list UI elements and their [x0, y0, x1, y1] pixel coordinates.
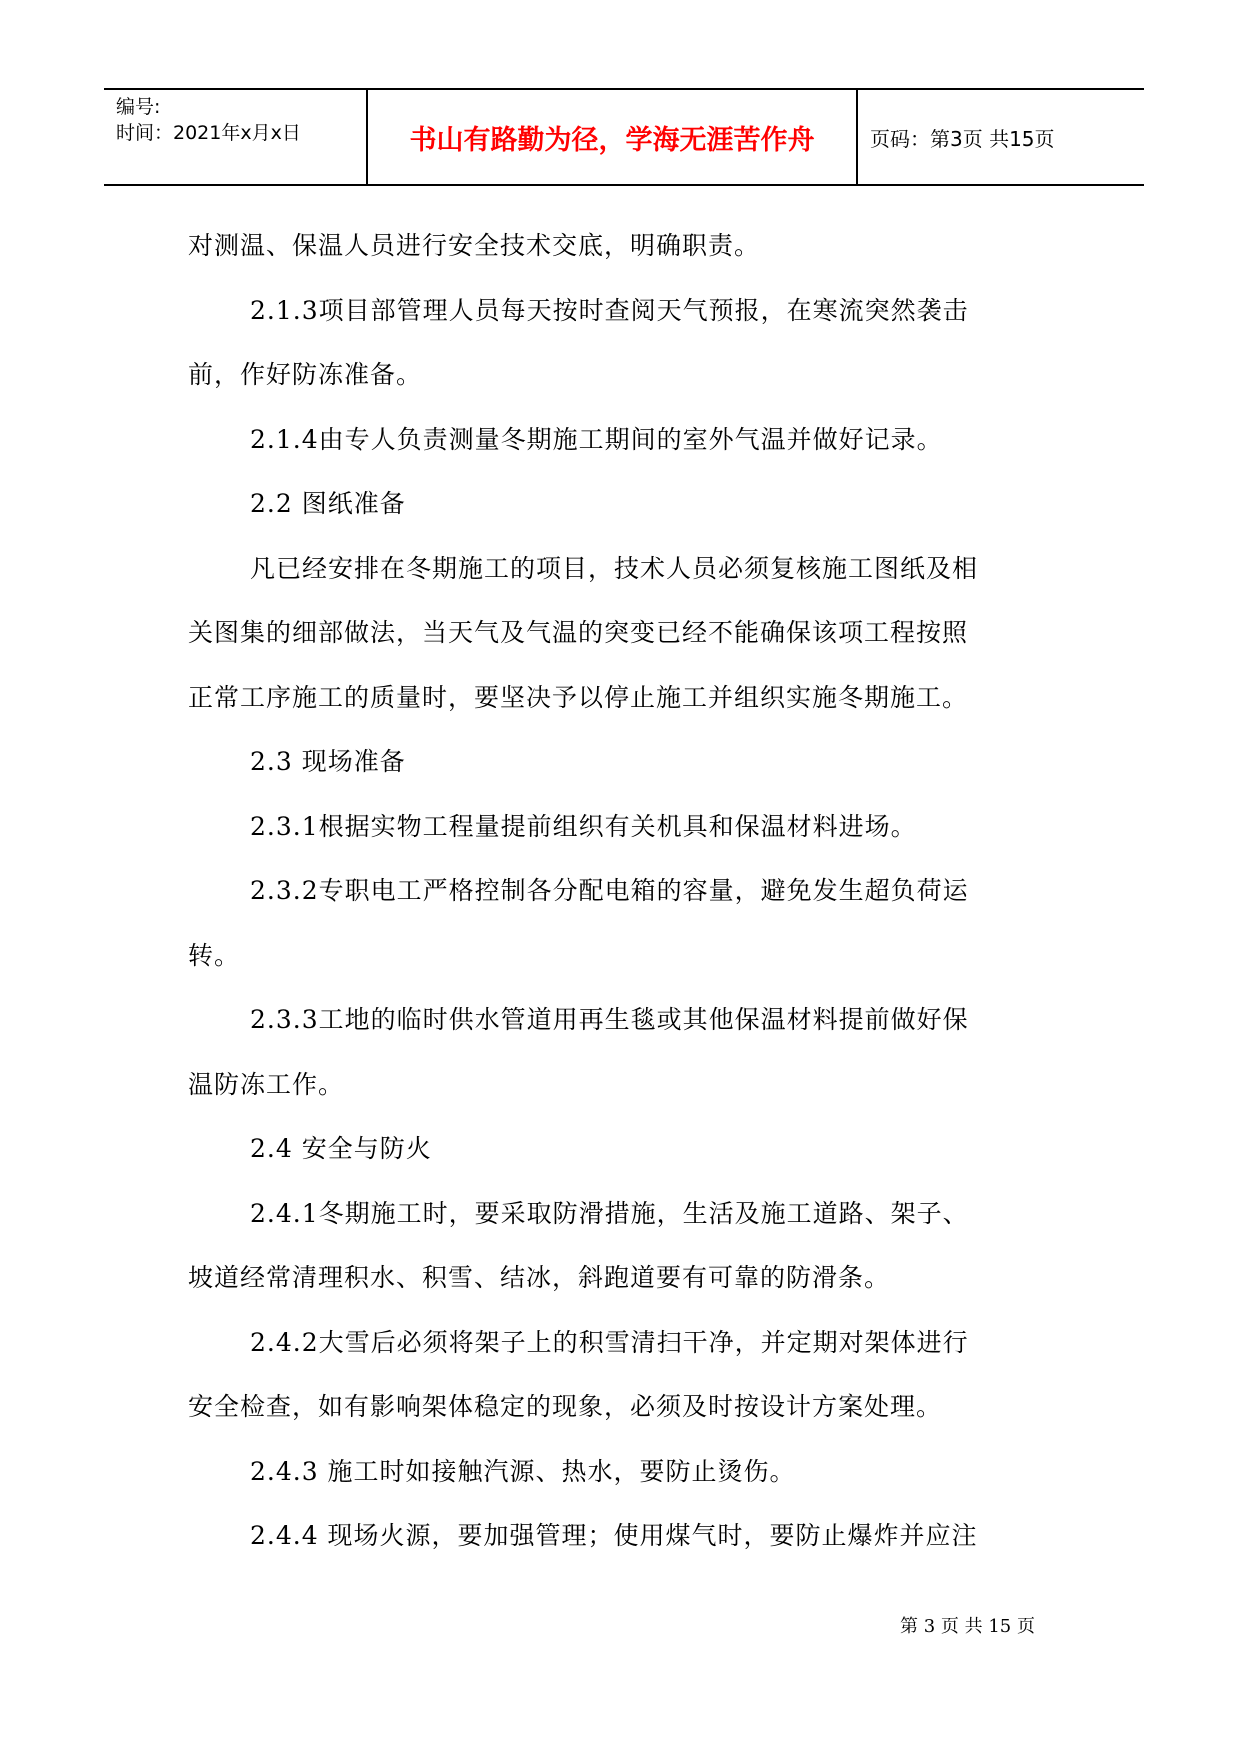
body-line: 安全检查，如有影响架体稳定的现象，必须及时按设计方案处理。 [188, 1392, 943, 1421]
body-line: 转。 [188, 940, 241, 970]
body-line: 2.1.3项目部管理人员每天按时查阅天气预报，在寒流突然袭击 [250, 295, 969, 325]
body-line: 温防冻工作。 [188, 1069, 345, 1099]
body-line: 关图集的细部做法，当天气及气温的突变已经不能确保该项工程按照 [188, 618, 969, 647]
document-body [188, 214, 1070, 1569]
header-motto: 书山有路勤为径，学海无涯苦作舟 [409, 124, 815, 156]
body-line: 2.3.2专职电工严格控制各分配电箱的容量，避免发生超负荷运 [250, 876, 969, 905]
body-line: 2.4.1冬期施工时，要采取防滑措施，生活及施工道路、架子、 [250, 1198, 969, 1228]
body-line: 2.4.2大雪后必须将架子上的积雪清扫干净，并定期对架体进行 [250, 1327, 969, 1357]
body-line: 前，作好防冻准备。 [188, 360, 423, 389]
body-line: 2.3.1根据实物工程量提前组织有关机具和保温材料进场。 [250, 811, 917, 841]
number-label: 编号: [116, 96, 161, 118]
body-line: 对测温、保温人员进行安全技术交底，明确职责。 [188, 231, 761, 260]
body-line: 2.4.4 现场火源，要加强管理；使用煤气时，要防止爆炸并应注 [250, 1521, 978, 1550]
page-footer: 第 3 页 共 15 页 [900, 1616, 1035, 1637]
body-line: 2.4.3 施工时如接触汽源、热水，要防止烫伤。 [250, 1456, 796, 1486]
body-line: 2.2 图纸准备 [250, 489, 406, 518]
header-meta [116, 90, 366, 184]
date-label: 时间：2021年x月x日 [116, 122, 301, 144]
body-line: 2.1.4由专人负责测量冬期施工期间的室外气温并做好记录。 [250, 424, 943, 454]
body-line: 2.4 安全与防火 [250, 1134, 432, 1163]
body-line: 坡道经常清理积水、积雪、结冰，斜跑道要有可靠的防滑条。 [188, 1263, 891, 1292]
body-line: 正常工序施工的质量时，要坚决予以停止施工并组织实施冬期施工。 [188, 682, 969, 712]
page-header [104, 88, 1144, 186]
body-line: 2.3.3工地的临时供水管道用再生毯或其他保温材料提前做好保 [250, 1005, 969, 1034]
header-divider-right [856, 90, 858, 184]
body-line: 凡已经安排在冬期施工的项目，技术人员必须复核施工图纸及相 [250, 553, 979, 583]
body-line: 2.3 现场准备 [250, 747, 406, 776]
header-page-info: 页码：第3页 共15页 [870, 126, 1055, 151]
